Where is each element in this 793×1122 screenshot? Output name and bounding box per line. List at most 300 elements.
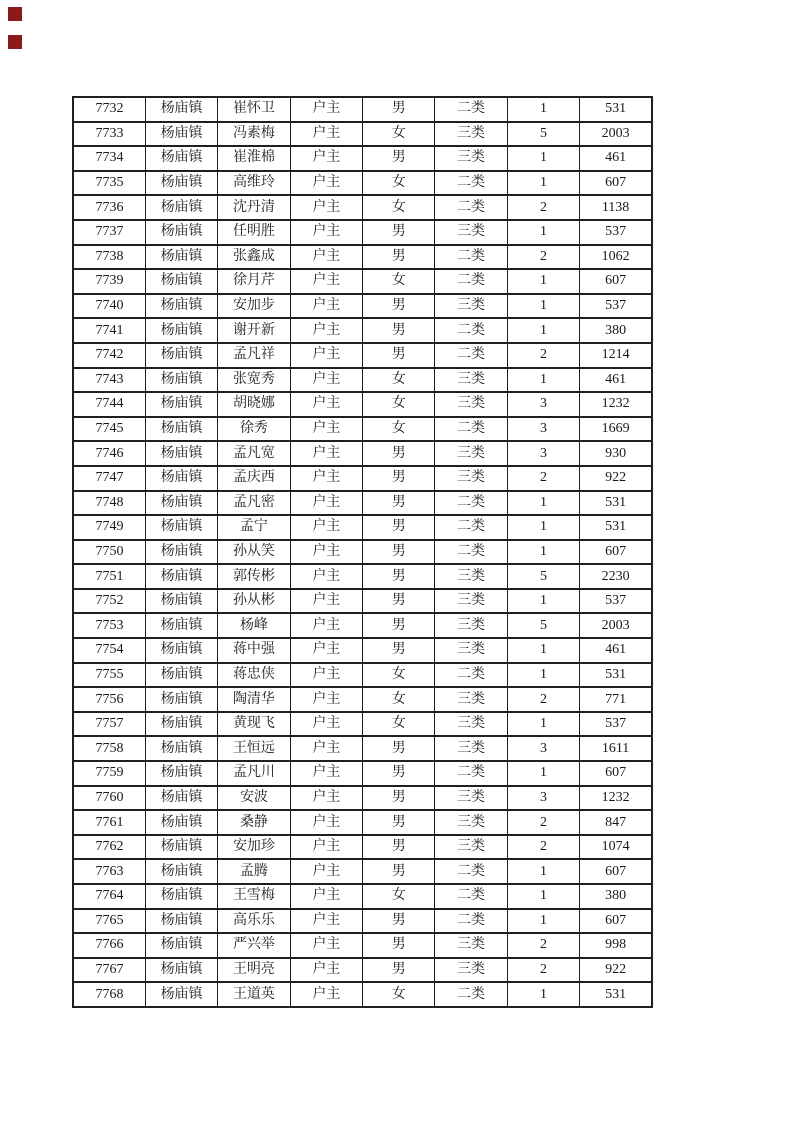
cell-serial: 7768 — [73, 982, 145, 1007]
cell-relation: 户主 — [290, 564, 362, 589]
cell-amount: 1214 — [580, 343, 652, 368]
cell-gender: 男 — [363, 294, 435, 319]
cell-town: 杨庙镇 — [145, 638, 217, 663]
cell-serial: 7732 — [73, 97, 145, 122]
cell-serial: 7762 — [73, 835, 145, 860]
table-row — [73, 589, 652, 614]
cell-relation: 户主 — [290, 318, 362, 343]
cell-persons: 1 — [507, 884, 579, 909]
cell-persons: 5 — [507, 613, 579, 638]
cell-name: 沈丹清 — [218, 195, 290, 220]
cell-town: 杨庙镇 — [145, 712, 217, 737]
table-row — [73, 958, 652, 983]
cell-relation: 户主 — [290, 269, 362, 294]
cell-serial: 7734 — [73, 146, 145, 171]
table-row — [73, 195, 652, 220]
table-row — [73, 786, 652, 811]
cell-category: 三类 — [435, 810, 507, 835]
cell-persons: 3 — [507, 736, 579, 761]
cell-town: 杨庙镇 — [145, 982, 217, 1007]
cell-name: 孟宁 — [218, 515, 290, 540]
cell-town: 杨庙镇 — [145, 515, 217, 540]
cell-amount: 607 — [580, 859, 652, 884]
table-row — [73, 318, 652, 343]
cell-relation: 户主 — [290, 343, 362, 368]
cell-relation: 户主 — [290, 982, 362, 1007]
cell-amount: 607 — [580, 540, 652, 565]
table-row — [73, 540, 652, 565]
cell-name: 王雪梅 — [218, 884, 290, 909]
cell-gender: 男 — [363, 786, 435, 811]
cell-persons: 1 — [507, 982, 579, 1007]
cell-name: 孙从彬 — [218, 589, 290, 614]
cell-amount: 537 — [580, 220, 652, 245]
cell-persons: 2 — [507, 810, 579, 835]
cell-amount: 531 — [580, 491, 652, 516]
cell-persons: 1 — [507, 540, 579, 565]
cell-gender: 男 — [363, 810, 435, 835]
table-row — [73, 638, 652, 663]
cell-gender: 女 — [363, 663, 435, 688]
cell-persons: 1 — [507, 269, 579, 294]
cell-category: 三类 — [435, 613, 507, 638]
cell-town: 杨庙镇 — [145, 663, 217, 688]
cell-category: 二类 — [435, 269, 507, 294]
cell-category: 二类 — [435, 909, 507, 934]
cell-name: 孟腾 — [218, 859, 290, 884]
table-row — [73, 663, 652, 688]
cell-name: 张宽秀 — [218, 368, 290, 393]
cell-persons: 1 — [507, 220, 579, 245]
cell-serial: 7761 — [73, 810, 145, 835]
cell-amount: 771 — [580, 687, 652, 712]
cell-category: 三类 — [435, 712, 507, 737]
cell-gender: 女 — [363, 982, 435, 1007]
table-row — [73, 269, 652, 294]
cell-serial: 7739 — [73, 269, 145, 294]
cell-gender: 男 — [363, 638, 435, 663]
cell-amount: 1138 — [580, 195, 652, 220]
cell-town: 杨庙镇 — [145, 343, 217, 368]
cell-amount: 537 — [580, 294, 652, 319]
cell-serial: 7766 — [73, 933, 145, 958]
cell-category: 三类 — [435, 466, 507, 491]
cell-serial: 7733 — [73, 122, 145, 147]
cell-category: 三类 — [435, 835, 507, 860]
cell-category: 二类 — [435, 491, 507, 516]
table-row — [73, 835, 652, 860]
table-row — [73, 810, 652, 835]
cell-category: 三类 — [435, 589, 507, 614]
household-table-body — [73, 97, 652, 1007]
cell-amount: 607 — [580, 171, 652, 196]
table-row — [73, 441, 652, 466]
cell-name: 杨峰 — [218, 613, 290, 638]
table-row — [73, 564, 652, 589]
cell-relation: 户主 — [290, 663, 362, 688]
cell-name: 任明胜 — [218, 220, 290, 245]
cell-name: 陶清华 — [218, 687, 290, 712]
table-row — [73, 859, 652, 884]
cell-relation: 户主 — [290, 540, 362, 565]
cell-gender: 男 — [363, 220, 435, 245]
cell-name: 孙从笑 — [218, 540, 290, 565]
cell-amount: 461 — [580, 146, 652, 171]
cell-category: 二类 — [435, 417, 507, 442]
table-row — [73, 515, 652, 540]
cell-persons: 2 — [507, 245, 579, 270]
cell-town: 杨庙镇 — [145, 958, 217, 983]
cell-persons: 2 — [507, 343, 579, 368]
cell-name: 郭传彬 — [218, 564, 290, 589]
cell-gender: 男 — [363, 515, 435, 540]
cell-relation: 户主 — [290, 958, 362, 983]
cell-town: 杨庙镇 — [145, 441, 217, 466]
cell-town: 杨庙镇 — [145, 810, 217, 835]
cell-category: 三类 — [435, 564, 507, 589]
cell-amount: 607 — [580, 269, 652, 294]
cell-gender: 男 — [363, 540, 435, 565]
cell-persons: 1 — [507, 515, 579, 540]
cell-name: 孟凡祥 — [218, 343, 290, 368]
table-row — [73, 466, 652, 491]
cell-name: 胡晓娜 — [218, 392, 290, 417]
cell-gender: 男 — [363, 835, 435, 860]
cell-persons: 3 — [507, 786, 579, 811]
cell-persons: 1 — [507, 663, 579, 688]
table-row — [73, 613, 652, 638]
cell-amount: 2003 — [580, 122, 652, 147]
cell-category: 三类 — [435, 122, 507, 147]
cell-gender: 男 — [363, 318, 435, 343]
cell-serial: 7743 — [73, 368, 145, 393]
cell-town: 杨庙镇 — [145, 613, 217, 638]
table-row — [73, 171, 652, 196]
cell-amount: 1232 — [580, 392, 652, 417]
household-table — [72, 96, 653, 1008]
cell-amount: 1611 — [580, 736, 652, 761]
cell-gender: 男 — [363, 343, 435, 368]
cell-town: 杨庙镇 — [145, 564, 217, 589]
table-row — [73, 343, 652, 368]
cell-name: 王明亮 — [218, 958, 290, 983]
cell-gender: 男 — [363, 909, 435, 934]
cell-gender: 女 — [363, 417, 435, 442]
cell-persons: 2 — [507, 835, 579, 860]
cell-town: 杨庙镇 — [145, 884, 217, 909]
table-row — [73, 97, 652, 122]
cell-relation: 户主 — [290, 835, 362, 860]
cell-town: 杨庙镇 — [145, 909, 217, 934]
cell-relation: 户主 — [290, 884, 362, 909]
cell-category: 二类 — [435, 540, 507, 565]
cell-serial: 7755 — [73, 663, 145, 688]
cell-serial: 7751 — [73, 564, 145, 589]
cell-amount: 531 — [580, 97, 652, 122]
cell-category: 二类 — [435, 761, 507, 786]
cell-town: 杨庙镇 — [145, 318, 217, 343]
cell-relation: 户主 — [290, 466, 362, 491]
red-square-marker — [8, 35, 22, 49]
cell-category: 三类 — [435, 933, 507, 958]
cell-persons: 3 — [507, 392, 579, 417]
cell-serial: 7763 — [73, 859, 145, 884]
cell-persons: 3 — [507, 441, 579, 466]
cell-persons: 1 — [507, 909, 579, 934]
cell-serial: 7756 — [73, 687, 145, 712]
cell-name: 崔怀卫 — [218, 97, 290, 122]
cell-relation: 户主 — [290, 171, 362, 196]
cell-category: 二类 — [435, 859, 507, 884]
cell-town: 杨庙镇 — [145, 368, 217, 393]
table-row — [73, 491, 652, 516]
cell-amount: 380 — [580, 318, 652, 343]
cell-persons: 1 — [507, 761, 579, 786]
cell-category: 二类 — [435, 97, 507, 122]
cell-amount: 998 — [580, 933, 652, 958]
cell-name: 徐秀 — [218, 417, 290, 442]
cell-town: 杨庙镇 — [145, 417, 217, 442]
cell-serial: 7760 — [73, 786, 145, 811]
cell-persons: 1 — [507, 146, 579, 171]
cell-name: 桑静 — [218, 810, 290, 835]
cell-gender: 女 — [363, 884, 435, 909]
cell-persons: 1 — [507, 368, 579, 393]
cell-relation: 户主 — [290, 417, 362, 442]
cell-category: 二类 — [435, 343, 507, 368]
table-row — [73, 122, 652, 147]
cell-category: 二类 — [435, 171, 507, 196]
cell-persons: 1 — [507, 318, 579, 343]
cell-gender: 女 — [363, 195, 435, 220]
cell-category: 三类 — [435, 392, 507, 417]
table-row — [73, 294, 652, 319]
cell-amount: 2230 — [580, 564, 652, 589]
red-square-marker — [8, 7, 22, 21]
cell-gender: 女 — [363, 122, 435, 147]
table-row — [73, 417, 652, 442]
table-row — [73, 392, 652, 417]
cell-relation: 户主 — [290, 491, 362, 516]
cell-town: 杨庙镇 — [145, 195, 217, 220]
cell-amount: 531 — [580, 663, 652, 688]
cell-gender: 女 — [363, 712, 435, 737]
cell-relation: 户主 — [290, 933, 362, 958]
cell-category: 三类 — [435, 220, 507, 245]
cell-serial: 7754 — [73, 638, 145, 663]
cell-relation: 户主 — [290, 195, 362, 220]
cell-amount: 461 — [580, 638, 652, 663]
cell-category: 三类 — [435, 736, 507, 761]
cell-persons: 2 — [507, 466, 579, 491]
cell-name: 王恒远 — [218, 736, 290, 761]
cell-name: 崔淮棉 — [218, 146, 290, 171]
cell-category: 二类 — [435, 982, 507, 1007]
cell-serial: 7741 — [73, 318, 145, 343]
cell-relation: 户主 — [290, 859, 362, 884]
cell-relation: 户主 — [290, 294, 362, 319]
cell-category: 二类 — [435, 245, 507, 270]
cell-persons: 1 — [507, 589, 579, 614]
table-row — [73, 245, 652, 270]
cell-serial: 7753 — [73, 613, 145, 638]
table-row — [73, 933, 652, 958]
cell-town: 杨庙镇 — [145, 466, 217, 491]
cell-amount: 380 — [580, 884, 652, 909]
cell-gender: 男 — [363, 146, 435, 171]
cell-serial: 7740 — [73, 294, 145, 319]
cell-category: 二类 — [435, 318, 507, 343]
cell-serial: 7735 — [73, 171, 145, 196]
cell-gender: 男 — [363, 958, 435, 983]
table-row — [73, 220, 652, 245]
cell-amount: 847 — [580, 810, 652, 835]
cell-town: 杨庙镇 — [145, 687, 217, 712]
cell-serial: 7742 — [73, 343, 145, 368]
cell-relation: 户主 — [290, 712, 362, 737]
cell-town: 杨庙镇 — [145, 122, 217, 147]
cell-gender: 男 — [363, 589, 435, 614]
cell-amount: 922 — [580, 958, 652, 983]
cell-relation: 户主 — [290, 786, 362, 811]
cell-persons: 5 — [507, 122, 579, 147]
cell-category: 二类 — [435, 884, 507, 909]
cell-persons: 1 — [507, 859, 579, 884]
cell-category: 二类 — [435, 195, 507, 220]
table-row — [73, 761, 652, 786]
cell-town: 杨庙镇 — [145, 392, 217, 417]
cell-relation: 户主 — [290, 909, 362, 934]
cell-serial: 7745 — [73, 417, 145, 442]
cell-amount: 461 — [580, 368, 652, 393]
cell-amount: 607 — [580, 909, 652, 934]
table-row — [73, 687, 652, 712]
cell-gender: 男 — [363, 613, 435, 638]
cell-relation: 户主 — [290, 589, 362, 614]
cell-gender: 男 — [363, 761, 435, 786]
cell-relation: 户主 — [290, 146, 362, 171]
cell-gender: 男 — [363, 933, 435, 958]
cell-town: 杨庙镇 — [145, 540, 217, 565]
cell-name: 孟凡密 — [218, 491, 290, 516]
cell-persons: 1 — [507, 712, 579, 737]
cell-serial: 7744 — [73, 392, 145, 417]
cell-relation: 户主 — [290, 638, 362, 663]
cell-gender: 男 — [363, 97, 435, 122]
cell-serial: 7765 — [73, 909, 145, 934]
cell-relation: 户主 — [290, 220, 362, 245]
cell-gender: 男 — [363, 736, 435, 761]
cell-persons: 1 — [507, 491, 579, 516]
cell-town: 杨庙镇 — [145, 220, 217, 245]
cell-gender: 男 — [363, 466, 435, 491]
cell-relation: 户主 — [290, 245, 362, 270]
cell-amount: 1669 — [580, 417, 652, 442]
cell-category: 二类 — [435, 663, 507, 688]
cell-name: 孟庆西 — [218, 466, 290, 491]
cell-name: 孟凡宽 — [218, 441, 290, 466]
cell-relation: 户主 — [290, 761, 362, 786]
cell-name: 安波 — [218, 786, 290, 811]
table-row — [73, 884, 652, 909]
cell-town: 杨庙镇 — [145, 786, 217, 811]
cell-serial: 7737 — [73, 220, 145, 245]
cell-amount: 922 — [580, 466, 652, 491]
cell-persons: 1 — [507, 97, 579, 122]
cell-town: 杨庙镇 — [145, 835, 217, 860]
cell-gender: 男 — [363, 859, 435, 884]
cell-category: 三类 — [435, 146, 507, 171]
cell-category: 三类 — [435, 368, 507, 393]
cell-persons: 2 — [507, 958, 579, 983]
cell-amount: 930 — [580, 441, 652, 466]
cell-gender: 女 — [363, 392, 435, 417]
cell-name: 张鑫成 — [218, 245, 290, 270]
cell-amount: 537 — [580, 589, 652, 614]
cell-name: 安加步 — [218, 294, 290, 319]
table-row — [73, 368, 652, 393]
cell-persons: 3 — [507, 417, 579, 442]
cell-serial: 7750 — [73, 540, 145, 565]
cell-amount: 607 — [580, 761, 652, 786]
table-row — [73, 146, 652, 171]
cell-category: 三类 — [435, 786, 507, 811]
cell-name: 高维玲 — [218, 171, 290, 196]
cell-town: 杨庙镇 — [145, 859, 217, 884]
cell-serial: 7738 — [73, 245, 145, 270]
cell-gender: 男 — [363, 441, 435, 466]
cell-relation: 户主 — [290, 736, 362, 761]
cell-category: 三类 — [435, 441, 507, 466]
cell-name: 高乐乐 — [218, 909, 290, 934]
cell-category: 三类 — [435, 638, 507, 663]
table-row — [73, 909, 652, 934]
cell-amount: 1074 — [580, 835, 652, 860]
cell-serial: 7749 — [73, 515, 145, 540]
cell-town: 杨庙镇 — [145, 97, 217, 122]
cell-gender: 女 — [363, 368, 435, 393]
table-row — [73, 736, 652, 761]
cell-persons: 1 — [507, 638, 579, 663]
cell-amount: 1232 — [580, 786, 652, 811]
cell-town: 杨庙镇 — [145, 933, 217, 958]
cell-name: 孟凡川 — [218, 761, 290, 786]
cell-town: 杨庙镇 — [145, 171, 217, 196]
cell-amount: 537 — [580, 712, 652, 737]
cell-gender: 女 — [363, 171, 435, 196]
cell-relation: 户主 — [290, 392, 362, 417]
cell-town: 杨庙镇 — [145, 245, 217, 270]
cell-relation: 户主 — [290, 368, 362, 393]
cell-category: 三类 — [435, 294, 507, 319]
cell-relation: 户主 — [290, 687, 362, 712]
cell-amount: 2003 — [580, 613, 652, 638]
cell-town: 杨庙镇 — [145, 146, 217, 171]
cell-serial: 7767 — [73, 958, 145, 983]
cell-name: 谢开新 — [218, 318, 290, 343]
cell-amount: 1062 — [580, 245, 652, 270]
cell-name: 安加珍 — [218, 835, 290, 860]
cell-relation: 户主 — [290, 515, 362, 540]
table-row — [73, 982, 652, 1007]
cell-category: 三类 — [435, 958, 507, 983]
cell-name: 徐月芹 — [218, 269, 290, 294]
cell-serial: 7747 — [73, 466, 145, 491]
table-row — [73, 712, 652, 737]
cell-name: 蒋忠侠 — [218, 663, 290, 688]
cell-gender: 女 — [363, 687, 435, 712]
cell-name: 蒋中强 — [218, 638, 290, 663]
